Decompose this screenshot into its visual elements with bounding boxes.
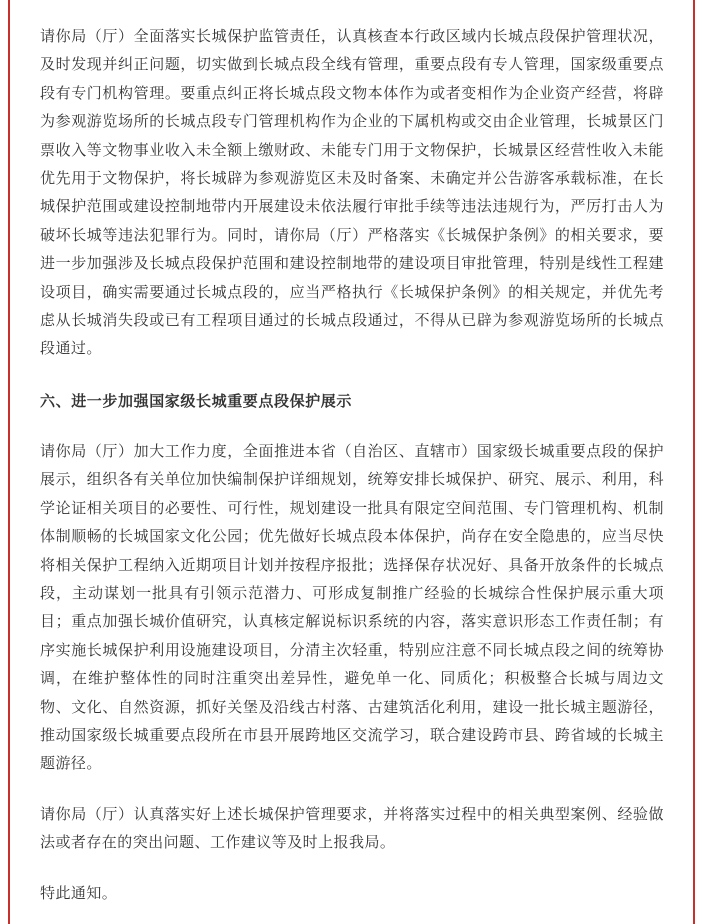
left-border-rule <box>8 0 10 924</box>
paragraph-reporting: 请你局（厅）认真落实好上述长城保护管理要求，并将落实过程中的相关典型案例、经验做法或者存在的突出问题、工作建议等及时上报我局。 <box>40 804 664 852</box>
closing-line: 特此通知。 <box>40 883 118 902</box>
paragraph-supervision: 请你局（厅）全面落实长城保护监管责任，认真核查本行政区域内长城点段保护管理状况，及时发现并纠正问题，切实做到长城点段全线有管理，重要点段有专人管理，国家级重要点段有专门机构管理。要重点纠正将长城点段文物本体作为或者变相作为企业资产经营，将辟为参观游览场所的长城点段专门管理机构作为企业的下属机构或交由企业管理，长城景区门票收入等文物事业收入未全额上缴财政、未能专门用于文物保护，长城景区经营性收入未能优先用于文物保护，将长城辟为参观游览区未及时备案、未确定并公告游客承载标准，在长城保护范围或建设控制地带内开展建设未依法履行审批手续等违法违规行为，严厉打击人为破坏长城等违法犯罪行为。同时，请你局（厅）严格落实《长城保护条例》的相关要求，要进一步加强涉及长城点段保护范围和建设控制地带的建设项目审批管理，特别是线性工程建设项目，确实需要通过长城点段的，应当严格执行《长城保护条例》的相关规定，并优先考虑从长城消失段或已有工程项目通过的长城点段通过，不得从已辟为参观游览场所的长城点段通过。 <box>40 27 664 358</box>
paragraph-protection-display: 请你局（厅）加大工作力度，全面推进本省（自治区、直辖市）国家级长城重要点段的保护展示，组织各有关单位加快编制保护详细规划，统筹安排长城保护、研究、展示、利用，科学论证相关项目的必要性、可行性，规划建设一批具有限定空间范围、专门管理机构、机制体制顺畅的长城国家文化公园；优先做好长城点段本体保护，尚存在安全隐患的，应当尽快将相关保护工程纳入近期项目计划并按程序报批；选择保存状况好、具备开放条件的长城点段，主动谋划一批具有引领示范潜力、可形成复制推广经验的长城综合性保护展示重大项目；重点加强长城价值研究，认真核定解说标识系统的内容，落实意识形态工作责任制；有序实施长城保护利用设施建设项目，分清主次轻重，特别应注意不同长城点段之间的统筹协调，在维护整体性的同时注重突出差异性，避免单一化、同质化；积极整合长城与周边文物、文化、自然资源，抓好关堡及沿线古村落、古建筑活化利用，建设一批长城主题游径，推动国家级长城重要点段所在市县开展跨地区交流学习，联合建设跨市县、跨省域的长城主题游径。 <box>40 441 664 773</box>
section-heading-6: 六、进一步加强国家级长城重要点段保护展示 <box>40 391 353 410</box>
right-border-rule <box>693 0 695 924</box>
document-body <box>40 22 664 907</box>
